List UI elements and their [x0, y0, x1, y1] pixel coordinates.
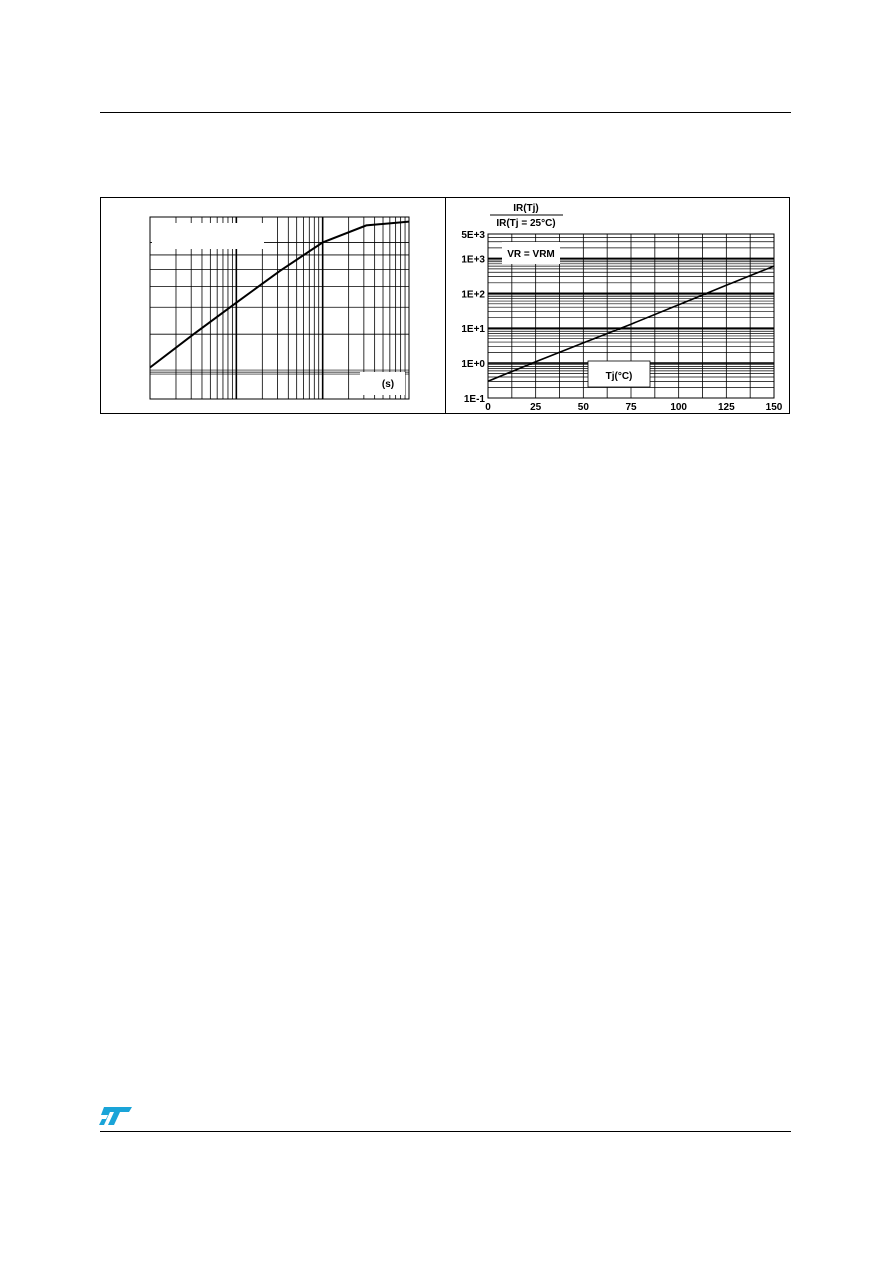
leakage-chart-x-tick-label: 150: [765, 402, 783, 413]
leakage-chart-y-tick-label: 1E+2: [461, 289, 485, 301]
transient-chart-label-box: [152, 223, 264, 249]
leakage-chart-y-tick-label: 1E-1: [463, 394, 485, 405]
leakage-chart-y-tick-label: 1E+1: [461, 324, 485, 336]
leakage-chart-x-tick-label: 25: [530, 402, 542, 413]
leakage-chart-x-tick-label: 0: [485, 402, 491, 413]
leakage-chart-x-tick-label: 50: [577, 402, 589, 413]
leakage-chart-x-tick-label: 125: [717, 402, 735, 413]
st-logo-mark: [99, 1107, 132, 1125]
leakage-chart-y-tick-label: 1E+0: [461, 359, 485, 371]
transient-chart: [150, 217, 409, 399]
footer-rule: [100, 1131, 791, 1132]
leakage-chart: [461, 203, 783, 413]
leakage-chart-y-tick-label: 5E+3: [461, 230, 485, 241]
transient-chart-xlabel: (s): [381, 379, 395, 390]
leakage-chart-y-tick-label: 1E+3: [461, 254, 485, 266]
leakage-chart-annotation: VR = VRM: [507, 249, 555, 260]
leakage-chart-ylabel-numerator: IR(Tj): [513, 203, 539, 214]
leakage-chart-ylabel-denominator: IR(Tj = 25°C): [496, 218, 556, 229]
header-rule: [100, 112, 791, 113]
leakage-chart-xlabel: Tj(°C): [605, 371, 633, 382]
leakage-chart-x-tick-label: 100: [670, 402, 688, 413]
st-logo: [98, 1105, 134, 1127]
leakage-chart-x-tick-label: 75: [625, 402, 637, 413]
figure-divider: [445, 197, 446, 414]
